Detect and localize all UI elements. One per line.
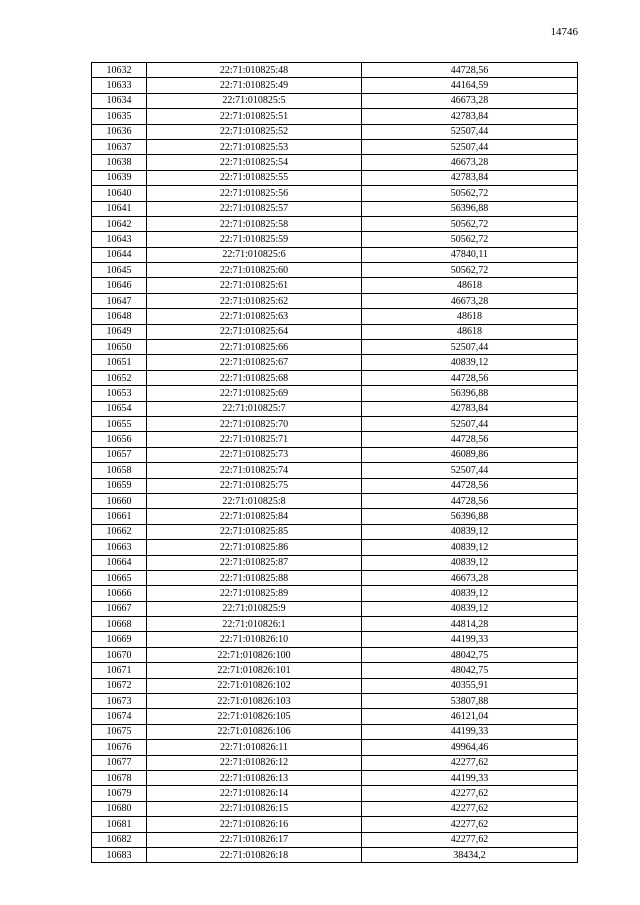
cadastral-number-cell: 22:71:010825:63 xyxy=(147,309,362,324)
cadastral-number-cell: 22:71:010825:68 xyxy=(147,370,362,385)
value-cell: 42783,84 xyxy=(362,401,578,416)
row-number-cell: 10670 xyxy=(92,647,147,662)
value-cell: 46673,28 xyxy=(362,155,578,170)
table-row xyxy=(92,724,578,739)
row-number-cell: 10649 xyxy=(92,324,147,339)
row-number-cell: 10668 xyxy=(92,617,147,632)
row-number-cell: 10640 xyxy=(92,186,147,201)
cadastral-number-cell: 22:71:010826:18 xyxy=(147,847,362,862)
cadastral-number-cell: 22:71:010826:15 xyxy=(147,801,362,816)
value-cell: 46089,86 xyxy=(362,447,578,462)
cadastral-number-cell: 22:71:010825:48 xyxy=(147,63,362,78)
cadastral-number-cell: 22:71:010825:66 xyxy=(147,340,362,355)
value-cell: 53807,88 xyxy=(362,694,578,709)
cadastral-number-cell: 22:71:010826:106 xyxy=(147,724,362,739)
table-row xyxy=(92,324,578,339)
value-cell: 52507,44 xyxy=(362,463,578,478)
cadastral-number-cell: 22:71:010825:56 xyxy=(147,186,362,201)
row-number-cell: 10673 xyxy=(92,694,147,709)
value-cell: 44199,33 xyxy=(362,770,578,785)
row-number-cell: 10664 xyxy=(92,555,147,570)
cadastral-number-cell: 22:71:010826:16 xyxy=(147,817,362,832)
table-row xyxy=(92,263,578,278)
table-row xyxy=(92,740,578,755)
value-cell: 40839,12 xyxy=(362,601,578,616)
row-number-cell: 10675 xyxy=(92,724,147,739)
table-row xyxy=(92,355,578,370)
value-cell: 40839,12 xyxy=(362,555,578,570)
row-number-cell: 10669 xyxy=(92,632,147,647)
row-number-cell: 10683 xyxy=(92,847,147,862)
table-row xyxy=(92,570,578,585)
cadastral-number-cell: 22:71:010826:13 xyxy=(147,770,362,785)
row-number-cell: 10650 xyxy=(92,340,147,355)
value-cell: 44728,56 xyxy=(362,478,578,493)
cadastral-number-cell: 22:71:010825:9 xyxy=(147,601,362,616)
value-cell: 42277,62 xyxy=(362,832,578,847)
table-row xyxy=(92,586,578,601)
value-cell: 44728,56 xyxy=(362,493,578,508)
value-cell: 42277,62 xyxy=(362,801,578,816)
row-number-cell: 10651 xyxy=(92,355,147,370)
cadastral-number-cell: 22:71:010825:89 xyxy=(147,586,362,601)
cadastral-number-cell: 22:71:010825:73 xyxy=(147,447,362,462)
value-cell: 44728,56 xyxy=(362,63,578,78)
row-number-cell: 10665 xyxy=(92,570,147,585)
table-row xyxy=(92,293,578,308)
table-row xyxy=(92,401,578,416)
row-number-cell: 10653 xyxy=(92,386,147,401)
cadastral-number-cell: 22:71:010825:5 xyxy=(147,93,362,108)
cadastral-number-cell: 22:71:010825:61 xyxy=(147,278,362,293)
row-number-cell: 10654 xyxy=(92,401,147,416)
table-row xyxy=(92,786,578,801)
value-cell: 52507,44 xyxy=(362,416,578,431)
value-cell: 52507,44 xyxy=(362,139,578,154)
value-cell: 52507,44 xyxy=(362,124,578,139)
row-number-cell: 10642 xyxy=(92,216,147,231)
cadastral-number-cell: 22:71:010825:53 xyxy=(147,139,362,154)
cadastral-number-cell: 22:71:010825:69 xyxy=(147,386,362,401)
value-cell: 56396,88 xyxy=(362,509,578,524)
value-cell: 48042,75 xyxy=(362,647,578,662)
row-number-cell: 10648 xyxy=(92,309,147,324)
table-row xyxy=(92,463,578,478)
value-cell: 40839,12 xyxy=(362,355,578,370)
row-number-cell: 10666 xyxy=(92,586,147,601)
row-number-cell: 10637 xyxy=(92,139,147,154)
value-cell: 42783,84 xyxy=(362,170,578,185)
row-number-cell: 10663 xyxy=(92,540,147,555)
table-row xyxy=(92,678,578,693)
table-row xyxy=(92,801,578,816)
value-cell: 44199,33 xyxy=(362,724,578,739)
table-body xyxy=(92,63,578,863)
table-row xyxy=(92,847,578,862)
cadastral-number-cell: 22:71:010825:8 xyxy=(147,493,362,508)
row-number-cell: 10636 xyxy=(92,124,147,139)
value-cell: 49964,46 xyxy=(362,740,578,755)
table-row xyxy=(92,124,578,139)
cadastral-number-cell: 22:71:010825:67 xyxy=(147,355,362,370)
cadastral-number-cell: 22:71:010825:58 xyxy=(147,216,362,231)
value-cell: 46673,28 xyxy=(362,570,578,585)
cadastral-value-table xyxy=(91,62,578,863)
cadastral-number-cell: 22:71:010826:100 xyxy=(147,647,362,662)
row-number-cell: 10634 xyxy=(92,93,147,108)
value-cell: 40839,12 xyxy=(362,586,578,601)
table-row xyxy=(92,447,578,462)
table-row xyxy=(92,109,578,124)
cadastral-number-cell: 22:71:010826:17 xyxy=(147,832,362,847)
cadastral-number-cell: 22:71:010825:59 xyxy=(147,232,362,247)
cadastral-number-cell: 22:71:010826:101 xyxy=(147,663,362,678)
row-number-cell: 10677 xyxy=(92,755,147,770)
value-cell: 46673,28 xyxy=(362,293,578,308)
cadastral-number-cell: 22:71:010826:11 xyxy=(147,740,362,755)
cadastral-number-cell: 22:71:010825:74 xyxy=(147,463,362,478)
cadastral-number-cell: 22:71:010825:85 xyxy=(147,524,362,539)
cadastral-number-cell: 22:71:010826:12 xyxy=(147,755,362,770)
page-number: 14746 xyxy=(550,26,578,38)
row-number-cell: 10661 xyxy=(92,509,147,524)
table-row xyxy=(92,694,578,709)
cadastral-number-cell: 22:71:010825:62 xyxy=(147,293,362,308)
row-number-cell: 10635 xyxy=(92,109,147,124)
row-number-cell: 10638 xyxy=(92,155,147,170)
cadastral-number-cell: 22:71:010825:55 xyxy=(147,170,362,185)
row-number-cell: 10681 xyxy=(92,817,147,832)
cadastral-number-cell: 22:71:010825:88 xyxy=(147,570,362,585)
cadastral-number-cell: 22:71:010825:54 xyxy=(147,155,362,170)
value-cell: 42277,62 xyxy=(362,786,578,801)
value-cell: 40839,12 xyxy=(362,524,578,539)
cadastral-number-cell: 22:71:010826:105 xyxy=(147,709,362,724)
table-row xyxy=(92,216,578,231)
table-row xyxy=(92,247,578,262)
value-cell: 42277,62 xyxy=(362,755,578,770)
row-number-cell: 10656 xyxy=(92,432,147,447)
cadastral-number-cell: 22:71:010825:75 xyxy=(147,478,362,493)
value-cell: 50562,72 xyxy=(362,186,578,201)
cadastral-number-cell: 22:71:010825:60 xyxy=(147,263,362,278)
row-number-cell: 10667 xyxy=(92,601,147,616)
table-row xyxy=(92,370,578,385)
table-row xyxy=(92,647,578,662)
value-cell: 44199,33 xyxy=(362,632,578,647)
table-row xyxy=(92,340,578,355)
row-number-cell: 10659 xyxy=(92,478,147,493)
table-row xyxy=(92,524,578,539)
table-row xyxy=(92,93,578,108)
value-cell: 46121,04 xyxy=(362,709,578,724)
cadastral-number-cell: 22:71:010826:10 xyxy=(147,632,362,647)
value-cell: 56396,88 xyxy=(362,201,578,216)
table-row xyxy=(92,632,578,647)
cadastral-number-cell: 22:71:010825:87 xyxy=(147,555,362,570)
table-row xyxy=(92,555,578,570)
value-cell: 38434,2 xyxy=(362,847,578,862)
value-cell: 48618 xyxy=(362,278,578,293)
table-row xyxy=(92,770,578,785)
row-number-cell: 10652 xyxy=(92,370,147,385)
row-number-cell: 10671 xyxy=(92,663,147,678)
row-number-cell: 10644 xyxy=(92,247,147,262)
value-cell: 47840,11 xyxy=(362,247,578,262)
row-number-cell: 10633 xyxy=(92,78,147,93)
table-row xyxy=(92,186,578,201)
table-row xyxy=(92,540,578,555)
row-number-cell: 10676 xyxy=(92,740,147,755)
table-row xyxy=(92,755,578,770)
row-number-cell: 10655 xyxy=(92,416,147,431)
row-number-cell: 10632 xyxy=(92,63,147,78)
table-row xyxy=(92,493,578,508)
cadastral-number-cell: 22:71:010825:71 xyxy=(147,432,362,447)
table-row xyxy=(92,155,578,170)
cadastral-number-cell: 22:71:010826:1 xyxy=(147,617,362,632)
row-number-cell: 10660 xyxy=(92,493,147,508)
table-row xyxy=(92,278,578,293)
table-row xyxy=(92,509,578,524)
value-cell: 42277,62 xyxy=(362,817,578,832)
row-number-cell: 10646 xyxy=(92,278,147,293)
row-number-cell: 10674 xyxy=(92,709,147,724)
table-row xyxy=(92,78,578,93)
cadastral-number-cell: 22:71:010825:49 xyxy=(147,78,362,93)
value-cell: 42783,84 xyxy=(362,109,578,124)
table-row xyxy=(92,478,578,493)
cadastral-number-cell: 22:71:010826:14 xyxy=(147,786,362,801)
row-number-cell: 10657 xyxy=(92,447,147,462)
table-row xyxy=(92,63,578,78)
table-row xyxy=(92,416,578,431)
value-cell: 52507,44 xyxy=(362,340,578,355)
value-cell: 44164,59 xyxy=(362,78,578,93)
row-number-cell: 10641 xyxy=(92,201,147,216)
table-row xyxy=(92,309,578,324)
table-row xyxy=(92,232,578,247)
cadastral-number-cell: 22:71:010825:7 xyxy=(147,401,362,416)
value-cell: 44814,28 xyxy=(362,617,578,632)
cadastral-number-cell: 22:71:010826:103 xyxy=(147,694,362,709)
value-cell: 50562,72 xyxy=(362,232,578,247)
cadastral-number-cell: 22:71:010825:6 xyxy=(147,247,362,262)
table-row xyxy=(92,201,578,216)
table-row xyxy=(92,170,578,185)
table-row xyxy=(92,432,578,447)
value-cell: 46673,28 xyxy=(362,93,578,108)
cadastral-number-cell: 22:71:010825:70 xyxy=(147,416,362,431)
value-cell: 50562,72 xyxy=(362,216,578,231)
cadastral-number-cell: 22:71:010825:52 xyxy=(147,124,362,139)
row-number-cell: 10680 xyxy=(92,801,147,816)
value-cell: 40839,12 xyxy=(362,540,578,555)
table-row xyxy=(92,709,578,724)
row-number-cell: 10647 xyxy=(92,293,147,308)
value-cell: 56396,88 xyxy=(362,386,578,401)
value-cell: 44728,56 xyxy=(362,432,578,447)
value-cell: 48042,75 xyxy=(362,663,578,678)
value-cell: 48618 xyxy=(362,324,578,339)
row-number-cell: 10678 xyxy=(92,770,147,785)
table-row xyxy=(92,601,578,616)
table-row xyxy=(92,663,578,678)
table-row xyxy=(92,832,578,847)
cadastral-number-cell: 22:71:010825:51 xyxy=(147,109,362,124)
cadastral-number-cell: 22:71:010826:102 xyxy=(147,678,362,693)
value-cell: 48618 xyxy=(362,309,578,324)
row-number-cell: 10658 xyxy=(92,463,147,478)
row-number-cell: 10643 xyxy=(92,232,147,247)
row-number-cell: 10672 xyxy=(92,678,147,693)
row-number-cell: 10682 xyxy=(92,832,147,847)
table-row xyxy=(92,617,578,632)
table-row xyxy=(92,817,578,832)
value-cell: 44728,56 xyxy=(362,370,578,385)
cadastral-number-cell: 22:71:010825:86 xyxy=(147,540,362,555)
cadastral-number-cell: 22:71:010825:64 xyxy=(147,324,362,339)
table-row xyxy=(92,139,578,154)
value-cell: 40355,91 xyxy=(362,678,578,693)
row-number-cell: 10645 xyxy=(92,263,147,278)
row-number-cell: 10662 xyxy=(92,524,147,539)
table-row xyxy=(92,386,578,401)
row-number-cell: 10639 xyxy=(92,170,147,185)
cadastral-number-cell: 22:71:010825:57 xyxy=(147,201,362,216)
row-number-cell: 10679 xyxy=(92,786,147,801)
cadastral-number-cell: 22:71:010825:84 xyxy=(147,509,362,524)
value-cell: 50562,72 xyxy=(362,263,578,278)
